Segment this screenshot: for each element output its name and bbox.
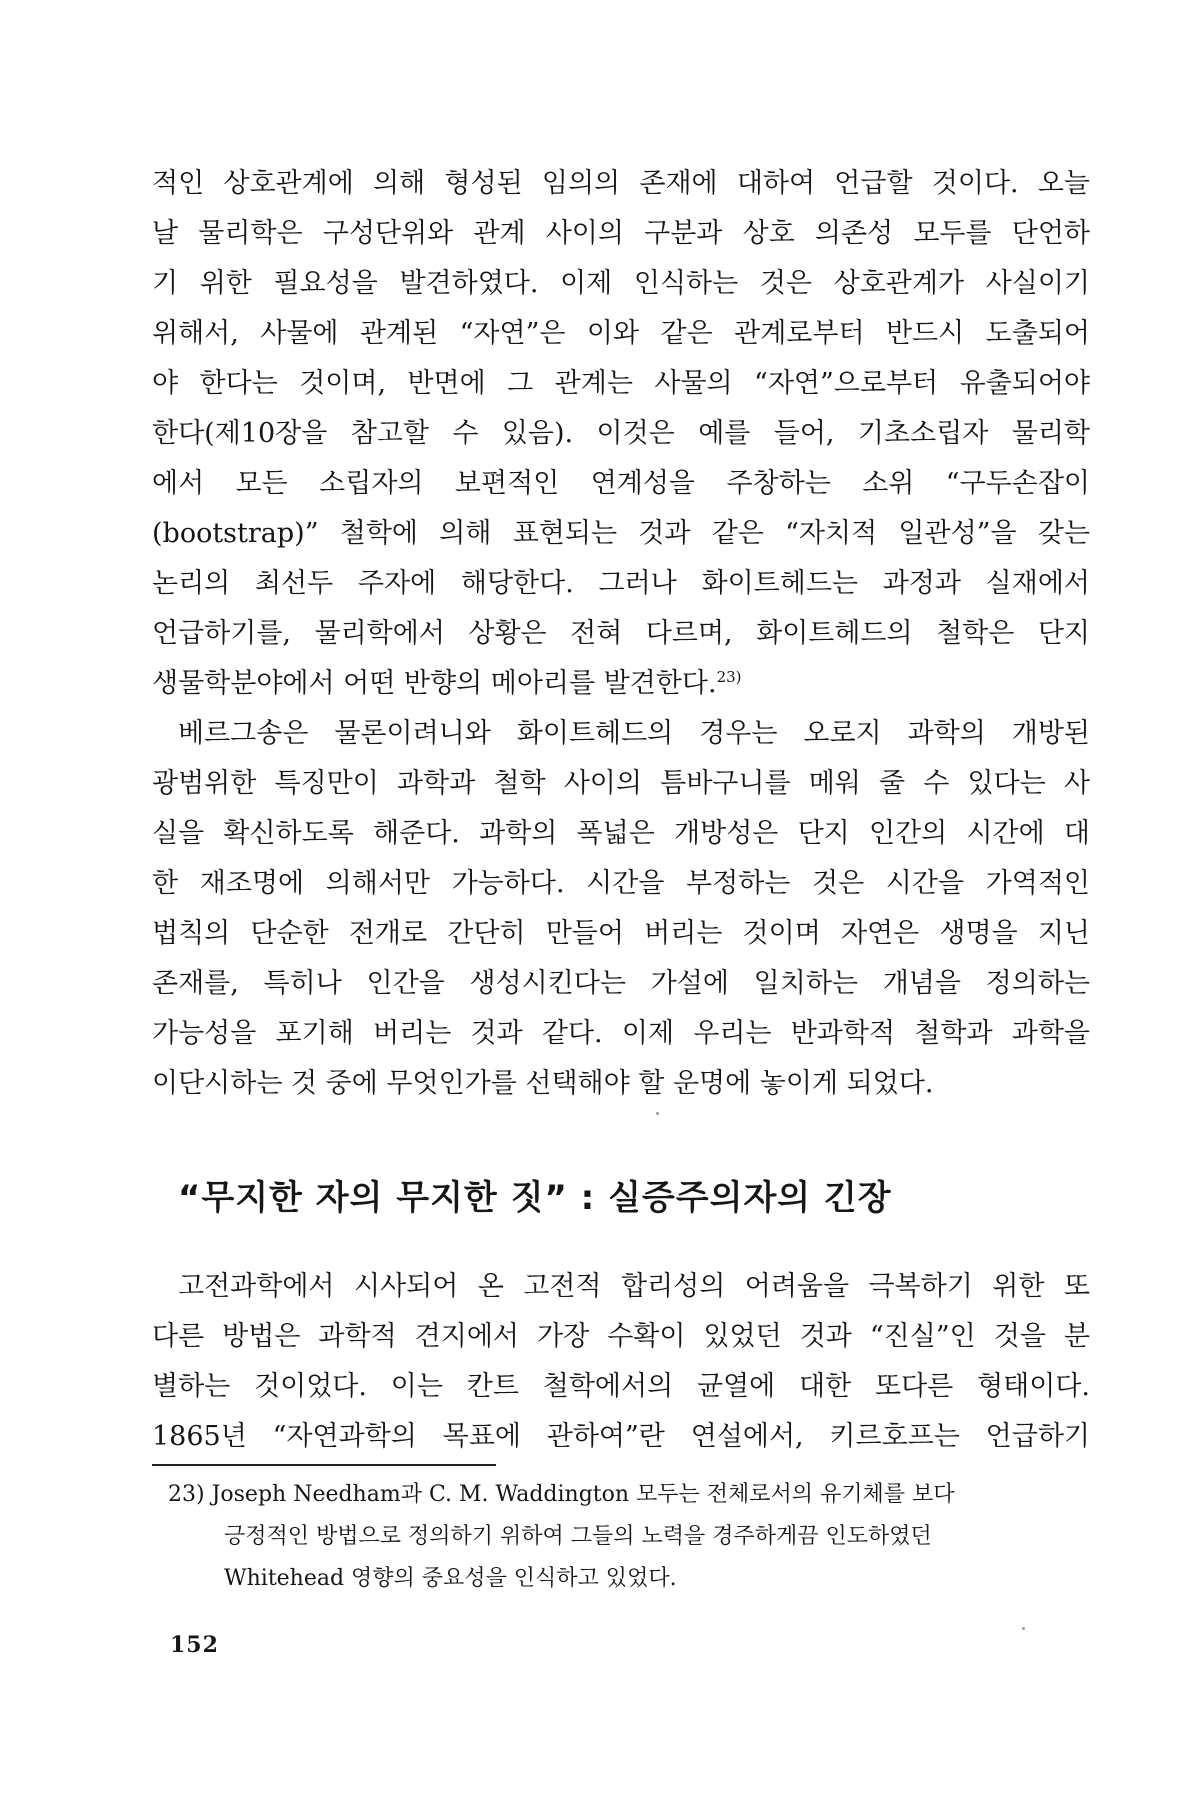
paragraph-3 <box>152 1262 1090 1462</box>
text-line-last <box>152 659 1090 709</box>
text-line: 날 물리학은 구성단위와 관계 사이의 구분과 상호 의존성 모두를 단언하 <box>152 218 1090 249</box>
scan-speck <box>656 1112 659 1115</box>
text-line: 법칙의 단순한 전개로 간단히 만들어 버리는 것이며 자연은 생명을 지닌 <box>152 918 1090 949</box>
text-line: 광범위한 특징만이 과학과 철학 사이의 틈바구니를 메워 줄 수 있다는 사 <box>152 768 1090 799</box>
footnote-line: 23) Joseph Needham과 C. M. Waddington 모두는 전체로서의 유기체를 보다 <box>168 1482 955 1507</box>
page-number: 152 <box>170 1632 219 1658</box>
footnote-line: 긍정적인 방법으로 정의하기 위하여 그들의 노력을 경주하게끔 인도하였던 <box>224 1524 932 1549</box>
text-line: 적인 상호관계에 의해 형성된 임의의 존재에 대하여 언급할 것이다. 오늘 <box>152 168 1090 199</box>
text-line: 존재를, 특히나 인간을 생성시킨다는 가설에 일치하는 개념을 정의하는 <box>152 968 1090 999</box>
text-line: (bootstrap)” 철학에 의해 표현되는 것과 같은 “자치적 일관성”을 갖는 <box>152 518 1090 549</box>
footnote-divider <box>152 1464 496 1466</box>
text-line: 한 재조명에 의해서만 가능하다. 시간을 부정하는 것은 시간을 가역적인 <box>152 868 1090 899</box>
section-heading: “무지한 자의 무지한 짓” : 실증주의자의 긴장 <box>178 1178 892 1218</box>
paragraph-2 <box>152 709 1090 1109</box>
scan-speck <box>1022 1627 1025 1630</box>
text-line: 실을 확신하도록 해준다. 과학의 폭넓은 개방성은 단지 인간의 시간에 대 <box>152 818 1090 849</box>
text-line-content: 생물학분야에서 어떤 반향의 메아리를 발견한다. <box>152 668 717 699</box>
paragraph-1 <box>152 159 1090 709</box>
text-line: 기 위한 필요성을 발견하였다. 이제 인식하는 것은 상호관계가 사실이기 <box>152 268 1090 299</box>
text-line: 위해서, 사물에 관계된 “자연”은 이와 같은 관계로부터 반드시 도출되어 <box>152 318 1090 349</box>
text-line: 이단시하는 것 중에 무엇인가를 선택해야 할 운명에 놓이게 되었다. <box>152 1068 934 1099</box>
text-line: 1865년 “자연과학의 목표에 관하여”란 연설에서, 키르호프는 언급하기 <box>152 1421 1090 1452</box>
text-line: 야 한다는 것이며, 반면에 그 관계는 사물의 “자연”으로부터 유출되어야 <box>152 368 1090 399</box>
footnote-line: Whitehead 영향의 중요성을 인식하고 있었다. <box>224 1566 677 1591</box>
text-line: 가능성을 포기해 버리는 것과 같다. 이제 우리는 반과학적 철학과 과학을 <box>152 1018 1090 1049</box>
footnote-reference[interactable]: 23) <box>716 668 742 686</box>
text-line: 고전과학에서 시사되어 온 고전적 합리성의 어려움을 극복하기 위한 또 <box>178 1271 1090 1302</box>
text-line: 에서 모든 소립자의 보편적인 연계성을 주창하는 소위 “구두손잡이 <box>152 468 1090 499</box>
text-line: 다른 방법은 과학적 견지에서 가장 수확이 있었던 것과 “진실”인 것을 분 <box>152 1321 1090 1352</box>
text-line: 논리의 최선두 주자에 해당한다. 그러나 화이트헤드는 과정과 실재에서 <box>152 568 1090 599</box>
footnote-23 <box>168 1474 1088 1600</box>
text-line: 한다(제10장을 참고할 수 있음). 이것은 예를 들어, 기초소립자 물리학 <box>152 418 1090 449</box>
text-line: 베르그송은 물론이려니와 화이트헤드의 경우는 오로지 과학의 개방된 <box>178 718 1090 749</box>
text-line: 언급하기를, 물리학에서 상황은 전혀 다르며, 화이트헤드의 철학은 단지 <box>152 618 1090 649</box>
text-line: 별하는 것이었다. 이는 칸트 철학에서의 균열에 대한 또다른 형태이다. <box>152 1371 1090 1402</box>
